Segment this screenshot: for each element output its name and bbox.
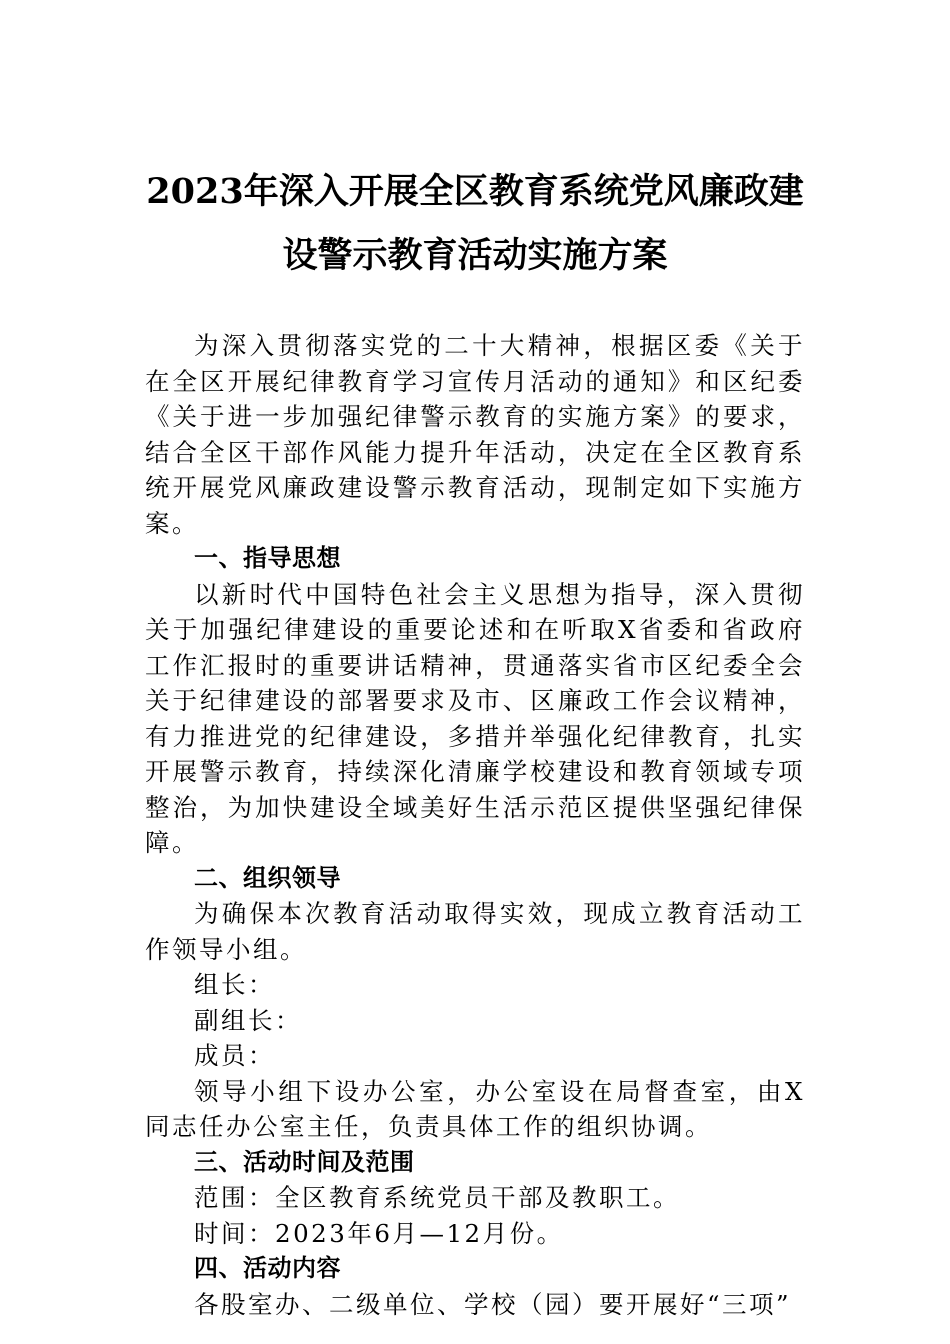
document-title <box>145 160 805 288</box>
group-leader-line: 组长： <box>194 970 275 999</box>
intro-paragraph: 为深入贯彻落实党的二十大精神，根据区委《关于在全区开展纪律教育学习宣传月活动的通知》和区纪委《关于进一步加强纪律警示教育的实施方案》的要求，结合全区干部作风能力提升年活动，决定在全区教育系统开展党风廉政建设警示教育活动，现制定如下实施方案。 <box>145 331 805 538</box>
section-heading-organization: 二、组织领导 <box>194 863 341 892</box>
organization-paragraph: 为确保本次教育活动取得实效，现成立教育活动工作领导小组。 <box>145 899 805 964</box>
section-heading-time-scope: 三、活动时间及范围 <box>194 1147 415 1176</box>
section-heading-activity-content: 四、活动内容 <box>194 1254 341 1282</box>
document-body <box>145 328 805 1322</box>
document-page <box>145 160 805 1322</box>
guiding-ideology-paragraph: 以新时代中国特色社会主义思想为指导，深入贯彻关于加强纪律建设的重要论述和在听取X省委和省政府工作汇报时的重要讲话精神，贯通落实省市区纪委全会关于纪律建设的部署要求及市、区廉政工作会议精神，有力推进党的纪律建设，多措并举强化纪律教育，扎实开展警示教育，持续深化清廉学校建设和教育领域专项整治，为加快建设全域美好生活示范区提供坚强纪律保障。 <box>145 579 805 857</box>
scope-line: 范围：全区教育系统党员干部及教职工。 <box>194 1183 680 1212</box>
deputy-leader-line: 副组长： <box>194 1005 302 1035</box>
time-line: 时间：2023年6月—12月份。 <box>194 1218 564 1248</box>
office-paragraph: 领导小组下设办公室，办公室设在局督查室，由X同志任办公室主任，负责具体工作的组织协调。 <box>145 1076 805 1141</box>
title-line-2: 设警示教育活动实施方案 <box>282 235 668 276</box>
title-line-1: 2023年深入开展全区教育系统党风廉政建 <box>146 171 804 212</box>
activity-content-paragraph: 各股室办、二级单位、学校（园）要开展好“三项” <box>194 1289 792 1319</box>
members-line: 成员： <box>194 1041 275 1070</box>
section-heading-guiding-ideology: 一、指导思想 <box>194 544 341 572</box>
